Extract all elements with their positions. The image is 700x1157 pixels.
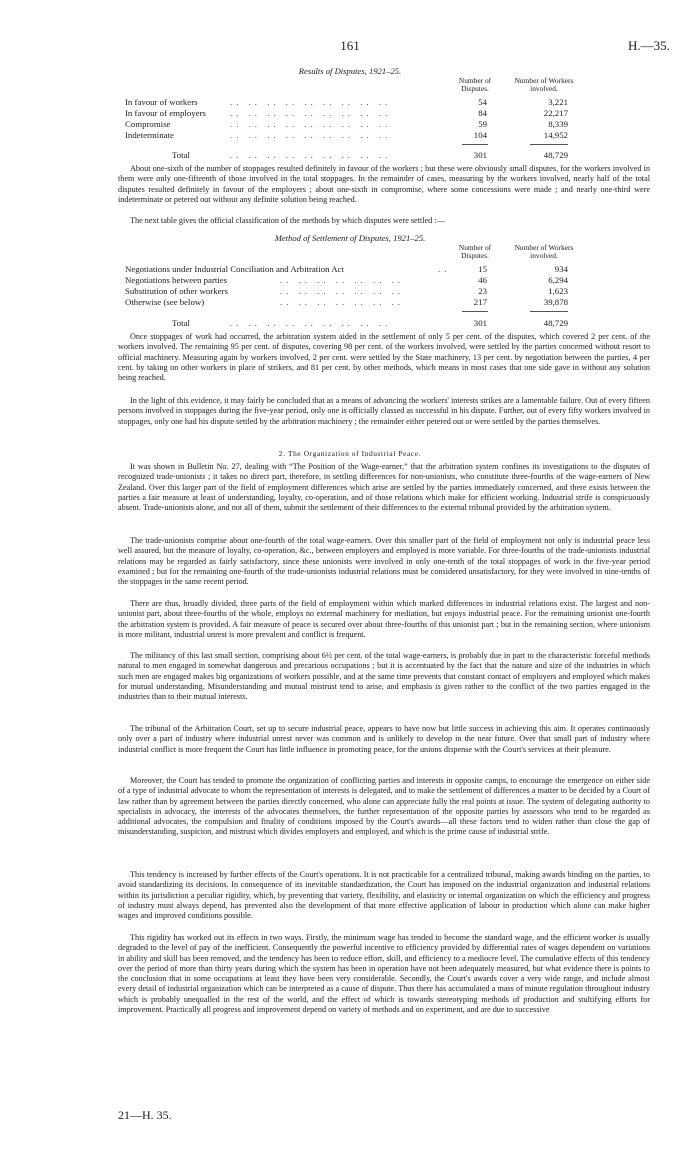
disputes-value: 46 xyxy=(478,275,487,285)
paragraph: Once stoppages of work had occurred, the arbitration system aided in the settlement of only 5 per cent. of the disputes, which covered 2 per cent. of the workers involved. The remaining 95 per cent. of disputes, covering 98 per cent. of the workers involved, were settled by the parties concerned without resort to official machinery. Measuring again by workers involved, 2 per cent. were settled by the State machinery, 13 per cent. by negotiation between the parties, 4 per cent. by taking on other workers in place of strikers, and 81 per cent. by other methods, which means in most cases that one side gave in without any solution being reached. xyxy=(118,332,650,383)
paragraph: There are thus, broadly divided, three parts of the field of employment within which marked differences in industrial relations exist. The largest and non-unionist part, about three-fourths of the whole, employs no external machinery for mediation, but enjoys industrial peace. For the remaining unionist one-fourth the arbitration system is provided. A fair measure of peace is secured over about three-fourths of this unionist part ; but in the remaining section, where unionism is more militant, industrial unrest is more prevalent and conflict is frequent. xyxy=(118,599,650,639)
leader-dots: .. .. .. .. .. .. .. .. .. xyxy=(230,97,392,107)
paragraph: Moreover, the Court has tended to promote the organization of conflicting parties and interests in opposite camps, to encourage the emergence on either side of a type of industrial advocate to whom the representation of interests is delegated, and to make the settlement of differences a matter to be decided by a Court of law rather than by agreement between the parties directly concerned, who alone can appreciate fully the real points at issue. The system of delegating authority to specialists in advocacy, the interests of the advocates themselves, the further representation of the opposite parties by assessors who tend to be regarded as additional advocates, the compulsion and finality of conditions imposed by the Court's awards—all these factors tend to widen rather than close the gap of misunderstanding, suspicion, and mistrust which divides employers and employed, and which is the prime cause of industrial strife. xyxy=(118,776,650,837)
leader-dots: .. .. .. .. .. .. .. xyxy=(280,297,404,307)
table1-row xyxy=(0,130,700,141)
page-number: 161 xyxy=(340,38,360,53)
table1-row xyxy=(0,97,700,108)
leader-dots: .. .. .. .. .. .. .. .. .. xyxy=(230,318,392,328)
table1-row xyxy=(0,108,700,119)
paragraph: The tribunal of the Arbitration Court, set up to secure industrial peace, appears to have now but little success in achieving this aim. It operates continuously only over a part of industry where industrial unrest never was common and is unlikely to develop in the near future. Over that small part of industry where industrial conflict is more frequent the Court has little influence in promoting peace, for the unions dispense with the Court's services at their pleasure. xyxy=(118,724,650,754)
disputes-value: 54 xyxy=(478,97,487,107)
table2-col1-header: Number of Disputes. xyxy=(458,243,492,261)
table1-row xyxy=(0,119,700,130)
disputes-value: 15 xyxy=(478,264,487,274)
row-label: Substitution of other workers xyxy=(125,286,228,296)
total-label: Total xyxy=(172,318,190,328)
leader-dots: .. .. .. .. .. .. .. xyxy=(280,286,404,296)
paragraph: The trade-unionists comprise about one-fourth of the total wage-earners. Over this smaller part of the field of employment not only is industrial peace less well assured, but the measure of loyalty, co-operation, &c., between employers and employed is more variable. For three-fourths of the trade-unionists industrial relations may be regarded as fairly satisfactory, since these unionists were involved in only one-tenth of the total stoppages of work in the five-year period examined ; but for the remaining one-fourth of the trade-unionists industrial relations must be considered unsatisfactory, for they were involved in nine-tenths of the stoppages in the same recent period. xyxy=(118,536,650,587)
disputes-value: 217 xyxy=(473,297,487,307)
total-disputes: 301 xyxy=(473,318,487,328)
paragraph: It was shown in Bulletin No. 27, dealing with “The Position of the Wage-earner,” that the arbitration system confines its investigations to the disputes of recognized trade-unionists ; it takes no direct part, therefore, in settling differences for non-unionists, who constitute three-fourths of the wage-earners of New Zealand. Over this larger part of the field of employment differences which arise are settled by the parties immediately concerned, and there exists between the parties a fair measure at least of understanding, loyalty, co-operation, and of those relations which make for efficient working. Industrial strife is conspicuously absent. Trade-unionists alone, and not all of them, submit the settlement of their differences to the external tribunal provided by the arbitration system. xyxy=(118,462,650,513)
paragraph: About one-sixth of the number of stoppages resulted definitely in favour of the workers ; but these were obviously small disputes, for the workers involved in them were only one-fifteenth of those involved in the total stoppages. In the remainder of cases, measuring by the workers involved, nearly half of the total disputes resulted definitely in favour of the employers ; about one-sixth in compromise, where some concessions were made ; and nearly one-third were indeterminate or petered out without any definite solution being reached. xyxy=(118,164,650,204)
row-label: In favour of workers xyxy=(125,97,198,107)
table2-total-row xyxy=(0,318,700,329)
total-workers: 48,729 xyxy=(543,318,568,328)
table1-title: Results of Disputes, 1921–25. xyxy=(298,66,402,76)
section-heading: 2. The Organization of Industrial Peace. xyxy=(278,449,422,458)
paragraph: This tendency is increased by further effects of the Court's operations. It is not practicable for a centralized tribunal, making awards binding on the parties, to avoid standardizing its decisions. In consequence of its inevitable standardization, the Court has imposed on the industrial organization and industrial relations within its jurisdiction a peculiar rigidity, which, by preventing that variety, flexibility, and elasticity or internal organization on which the efficiency and progress of industry must always depend, has prevented also the development of that more effective application of labour in production which alone can make higher wages and improved conditions possible. xyxy=(118,870,650,921)
table2-title: Method of Settlement of Disputes, 1921–25. xyxy=(274,233,426,243)
paragraph: The next table gives the official classification of the methods by which disputes were settled :— xyxy=(130,216,445,225)
sum-rule xyxy=(530,311,568,312)
total-workers: 48,729 xyxy=(543,150,568,160)
row-label: Indeterminate xyxy=(125,130,174,140)
leader-dots: .. xyxy=(438,264,451,274)
table2-row xyxy=(0,286,700,297)
workers-value: 3,221 xyxy=(548,97,568,107)
table1-col1-header: Number of Disputes. xyxy=(458,76,492,94)
workers-value: 22,217 xyxy=(543,108,568,118)
disputes-value: 104 xyxy=(473,130,487,140)
paragraph: This rigidity has worked out its effects in two ways. Firstly, the minimum wage has tended to become the standard wage, and the efficient worker is usually degraded to the level of pay of the inefficient. Consequently the powerful incentive to efficiency provided by differential rates of wages dependent on variations in ability and skill has been removed, and the tendency has been to reduce effort, skill, and efficiency to a mediocre level. The cumulative effects of this tendency over the period of more than thirty years during which the system has been in operation have not been adequately measured, but what evidence there is points to the conclusion that in some occupations at least they have been very considerable. Secondly, the Court's awards cover a very wide range, and include almost every detail of industrial organization which can be interpreted as a cause of dispute. Thus there has accumulated a mass of minute regulation throughout industry which is probably unequalled in the rest of the world, and the effect of which is towards stereotyping methods of production and stultifying efforts for improvement. Practically all progress and improvement depend on variety of methods and on experiment, and are due to successive xyxy=(118,933,650,1015)
row-label: Negotiations under Industrial Conciliation and Arbitration Act xyxy=(125,264,344,274)
workers-value: 14,952 xyxy=(543,130,568,140)
total-disputes: 301 xyxy=(473,150,487,160)
table2-col2-header: Number of Workers involved. xyxy=(514,243,574,261)
sum-rule xyxy=(530,144,568,145)
row-label: Negotiations between parties xyxy=(125,275,228,285)
table2-row xyxy=(0,297,700,308)
leader-dots: .. .. .. .. .. .. .. .. .. xyxy=(230,150,392,160)
disputes-value: 59 xyxy=(478,119,487,129)
sum-rule xyxy=(462,311,488,312)
leader-dots: .. .. .. .. .. .. .. xyxy=(280,275,404,285)
leader-dots: .. .. .. .. .. .. .. .. .. xyxy=(230,119,392,129)
table1-total-row xyxy=(0,150,700,161)
workers-value: 39,878 xyxy=(543,297,568,307)
table1-col2-header: Number of Workers involved. xyxy=(514,76,574,94)
paragraph: In the light of this evidence, it may fairly be concluded that as a means of advancing the workers' interests strikes are a lamentable failure. Out of every fifteen persons involved in stoppages during the five-year period, only one is officially classed as successful in his dispute. Further, out of every fifty workers involved in stoppages, only one had his dispute settled by the arbitration machinery ; the remainder either petered out or were settled by the parties themselves. xyxy=(118,396,650,426)
row-label: In favour of employers xyxy=(125,108,206,118)
footer-signature: 21—H. 35. xyxy=(118,1108,172,1122)
table2-row xyxy=(0,264,700,275)
document-reference: H.—35. xyxy=(628,38,670,53)
leader-dots: .. .. .. .. .. .. .. .. .. xyxy=(230,130,392,140)
row-label: Compromise xyxy=(125,119,171,129)
disputes-value: 84 xyxy=(478,108,487,118)
leader-dots: .. .. .. .. .. .. .. .. .. xyxy=(230,108,392,118)
total-label: Total xyxy=(172,150,190,160)
workers-value: 8,339 xyxy=(548,119,568,129)
workers-value: 934 xyxy=(554,264,568,274)
table2-row xyxy=(0,275,700,286)
row-label: Otherwise (see below) xyxy=(125,297,205,307)
workers-value: 6,294 xyxy=(548,275,568,285)
disputes-value: 23 xyxy=(478,286,487,296)
workers-value: 1,623 xyxy=(548,286,568,296)
paragraph: The militancy of this last small section, comprising about 6½ per cent. of the total wage-earners, is probably due in part to the characteristic forceful methods natural to men engaged in somewhat dangerous and precarious occupations ; but it is accentuated by the fact that the nature and size of the industries in which such men are engaged makes big organizations of workers possible, and at the same time prevents that constant contact of employers and employed which makes for mutual understanding. Misunderstanding and mutual mistrust tend to arise, and emphasis is given rather to the conflict of the two parties engaged in the industries than to their mutual interests. xyxy=(118,651,650,702)
sum-rule xyxy=(462,144,488,145)
